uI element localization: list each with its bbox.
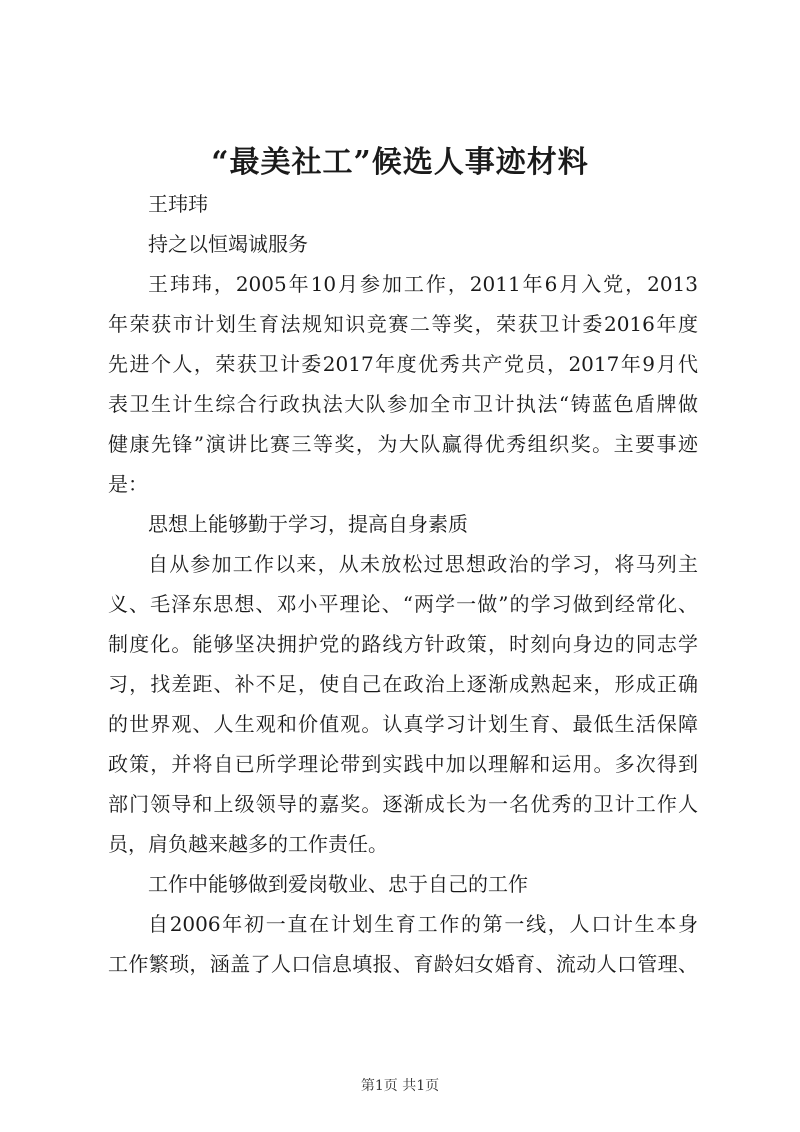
paragraph-line: 自2006年初一直在计划生育工作的第一线，人口计生本身 xyxy=(148,912,698,936)
section-heading: 思想上能够勤于学习，提高自身素质 xyxy=(148,512,468,536)
paragraph-line: 制度化。能够坚决拥护党的路线方针政策，时刻向身边的同志学 xyxy=(108,632,698,656)
section-heading: 工作中能够做到爱岗敬业、忠于自己的工作 xyxy=(148,872,528,896)
paragraph-line: 部门领导和上级领导的嘉奖。逐渐成长为一名优秀的卫计工作人 xyxy=(108,792,698,816)
subtitle: 持之以恒竭诚服务 xyxy=(148,232,308,256)
page-title: “最美社工”候选人事迹材料 xyxy=(211,145,589,180)
paragraph-line: 年荣获市计划生育法规知识竞赛二等奖，荣获卫计委2016年度 xyxy=(108,312,698,336)
paragraph-line: 自从参加工作以来，从未放松过思想政治的学习，将马列主 xyxy=(148,552,698,576)
candidate-name: 王玮玮 xyxy=(148,192,208,216)
paragraph-line: 健康先锋”演讲比赛三等奖，为大队赢得优秀组织奖。主要事迹 xyxy=(108,432,698,456)
document-body xyxy=(108,184,698,984)
paragraph-line: 表卫生计生综合行政执法大队参加全市卫计执法“铸蓝色盾牌做 xyxy=(108,392,698,416)
paragraph-line: 王玮玮，2005年10月参加工作，2011年6月入党，2013 xyxy=(148,272,698,296)
paragraph-line: 先进个人，荣获卫计委2017年度优秀共产党员，2017年9月代 xyxy=(108,352,698,376)
paragraph-line: 习，找差距、补不足，使自己在政治上逐渐成熟起来，形成正确 xyxy=(108,672,698,696)
paragraph-line: 的世界观、人生观和价值观。认真学习计划生育、最低生活保障 xyxy=(108,712,698,736)
page-footer: 第1页 共1页 xyxy=(360,1078,440,1094)
paragraph-line: 工作繁琐，涵盖了人口信息填报、育龄妇女婚育、流动人口管理、 xyxy=(108,952,698,976)
paragraph-line: 政策，并将自已所学理论带到实践中加以理解和运用。多次得到 xyxy=(108,752,698,776)
paragraph-line: 员，肩负越来越多的工作责任。 xyxy=(108,832,388,856)
paragraph-line: 是： xyxy=(108,472,148,496)
paragraph-line: 义、毛泽东思想、邓小平理论、“两学一做”的学习做到经常化、 xyxy=(108,592,698,616)
